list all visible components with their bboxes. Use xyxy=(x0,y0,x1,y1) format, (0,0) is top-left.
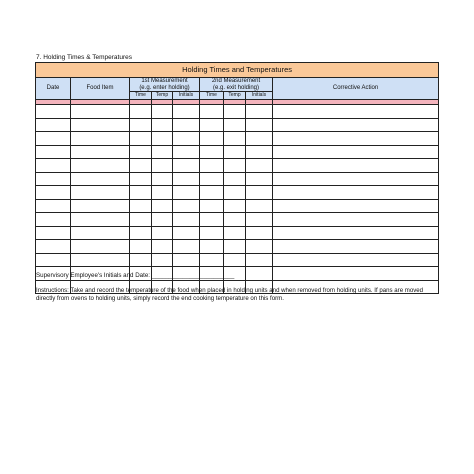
table-cell xyxy=(71,145,130,159)
table-cell xyxy=(224,105,246,119)
table-cell xyxy=(130,145,152,159)
table-cell xyxy=(36,226,71,240)
table-cell xyxy=(246,159,273,173)
table-cell xyxy=(224,118,246,132)
table-cell xyxy=(152,199,173,213)
table-cell xyxy=(130,213,152,227)
table-cell xyxy=(173,118,200,132)
holding-log-table xyxy=(35,62,439,294)
table-cell xyxy=(130,253,152,267)
table-cell xyxy=(36,118,71,132)
table-cell xyxy=(224,159,246,173)
table-row xyxy=(36,159,439,173)
table-cell xyxy=(152,213,173,227)
table-cell xyxy=(246,118,273,132)
table-cell xyxy=(224,213,246,227)
table-cell xyxy=(273,159,439,173)
table-cell xyxy=(36,159,71,173)
table-cell xyxy=(224,240,246,254)
table-cell xyxy=(246,226,273,240)
table-cell xyxy=(246,199,273,213)
table-cell xyxy=(130,240,152,254)
table-cell xyxy=(200,132,224,146)
table-cell xyxy=(200,118,224,132)
table-cell xyxy=(200,226,224,240)
table-cell xyxy=(246,186,273,200)
table-cell xyxy=(173,172,200,186)
table-cell xyxy=(173,253,200,267)
table-cell xyxy=(71,186,130,200)
table-cell xyxy=(152,226,173,240)
table-cell xyxy=(173,199,200,213)
table-cell xyxy=(130,159,152,173)
table-row xyxy=(36,240,439,254)
table-cell xyxy=(246,105,273,119)
table-cell xyxy=(173,226,200,240)
first-measurement-header xyxy=(130,78,200,92)
table-row xyxy=(36,226,439,240)
second-measurement-header xyxy=(200,78,273,92)
table-cell xyxy=(200,240,224,254)
section-title: 7. Holding Times & Temperatures xyxy=(36,54,132,61)
table-cell xyxy=(71,105,130,119)
table-cell xyxy=(173,213,200,227)
table-cell xyxy=(224,199,246,213)
m2-time-header: Time xyxy=(200,92,224,100)
table-cell xyxy=(152,132,173,146)
table-cell xyxy=(36,132,71,146)
table-cell xyxy=(173,105,200,119)
table-cell xyxy=(36,240,71,254)
table-cell xyxy=(152,253,173,267)
table-cell xyxy=(173,186,200,200)
m1-time-header: Time xyxy=(130,92,152,100)
table-cell xyxy=(200,213,224,227)
m2-initials-header: Initials xyxy=(246,92,273,100)
table-cell xyxy=(273,240,439,254)
table-cell xyxy=(130,199,152,213)
table-cell xyxy=(130,172,152,186)
table-cell xyxy=(200,172,224,186)
table-cell xyxy=(71,159,130,173)
table-row xyxy=(36,199,439,213)
table-cell xyxy=(36,145,71,159)
table-cell xyxy=(224,253,246,267)
table-cell xyxy=(246,145,273,159)
table-cell xyxy=(71,199,130,213)
table-cell xyxy=(36,172,71,186)
data-rows xyxy=(36,105,439,294)
table-cell xyxy=(246,213,273,227)
table-cell xyxy=(273,105,439,119)
table-cell xyxy=(36,213,71,227)
table-cell xyxy=(224,132,246,146)
table-row xyxy=(36,172,439,186)
supervisor-signature-line: Supervisory Employee's Initials and Date: ________________________ xyxy=(36,272,235,279)
table-cell xyxy=(273,253,439,267)
m1-temp-header: Temp xyxy=(152,92,173,100)
table-cell xyxy=(246,253,273,267)
table-cell xyxy=(273,172,439,186)
table-row xyxy=(36,118,439,132)
table-cell xyxy=(71,213,130,227)
table-title: Holding Times and Temperatures xyxy=(36,63,439,78)
table-cell xyxy=(71,118,130,132)
table-cell xyxy=(273,118,439,132)
table-cell xyxy=(173,132,200,146)
table-cell xyxy=(224,172,246,186)
table-cell xyxy=(273,145,439,159)
second-measurement-label: 2nd Measurement xyxy=(211,78,261,84)
second-measurement-note: (e.g. exit holding) xyxy=(212,84,260,91)
table-cell xyxy=(273,186,439,200)
corrective-action-header: Corrective Action xyxy=(273,78,439,100)
table-row xyxy=(36,186,439,200)
table-cell xyxy=(224,186,246,200)
table-cell xyxy=(173,240,200,254)
m2-temp-header: Temp xyxy=(224,92,246,100)
table-cell xyxy=(36,105,71,119)
table-cell xyxy=(152,105,173,119)
table-cell xyxy=(71,132,130,146)
table-cell xyxy=(273,132,439,146)
table-cell xyxy=(130,118,152,132)
table-cell xyxy=(200,186,224,200)
table-cell xyxy=(246,172,273,186)
table-cell xyxy=(130,226,152,240)
table-cell xyxy=(200,253,224,267)
table-cell xyxy=(130,132,152,146)
instructions-text: Instructions: Take and record the temperature of the food when placed in holding units and when removed from holding units. If pans are moved directly from ovens to holding units, simply record the end cooking temperature on this form. xyxy=(36,287,424,303)
table-cell xyxy=(130,105,152,119)
table-cell xyxy=(152,159,173,173)
table-row xyxy=(36,213,439,227)
table-cell xyxy=(152,186,173,200)
table-cell xyxy=(246,267,273,281)
table-cell xyxy=(273,267,439,281)
table-cell xyxy=(36,253,71,267)
table-cell xyxy=(246,240,273,254)
table-cell xyxy=(71,253,130,267)
table-cell xyxy=(273,213,439,227)
table-cell xyxy=(273,226,439,240)
table-row xyxy=(36,253,439,267)
table-cell xyxy=(71,240,130,254)
first-measurement-note: (e.g. enter holding) xyxy=(139,84,190,91)
table-cell xyxy=(71,226,130,240)
table-cell xyxy=(200,145,224,159)
table-cell xyxy=(200,199,224,213)
food-item-header: Food Item xyxy=(71,78,130,100)
table-cell xyxy=(224,226,246,240)
table-cell xyxy=(246,132,273,146)
table-cell xyxy=(36,199,71,213)
first-measurement-label: 1st Measurement xyxy=(141,78,188,84)
table-cell xyxy=(224,145,246,159)
table-cell xyxy=(273,199,439,213)
table-cell xyxy=(200,159,224,173)
table-row xyxy=(36,132,439,146)
m1-initials-header: Initials xyxy=(173,92,200,100)
table-cell xyxy=(152,240,173,254)
table-cell xyxy=(200,105,224,119)
table-cell xyxy=(173,145,200,159)
table-cell xyxy=(152,172,173,186)
table-cell xyxy=(130,186,152,200)
table-cell xyxy=(173,159,200,173)
table-row xyxy=(36,105,439,119)
table-cell xyxy=(152,145,173,159)
date-header: Date xyxy=(36,78,71,100)
table-cell xyxy=(71,172,130,186)
table-row xyxy=(36,145,439,159)
table-cell xyxy=(36,186,71,200)
table-cell xyxy=(152,118,173,132)
